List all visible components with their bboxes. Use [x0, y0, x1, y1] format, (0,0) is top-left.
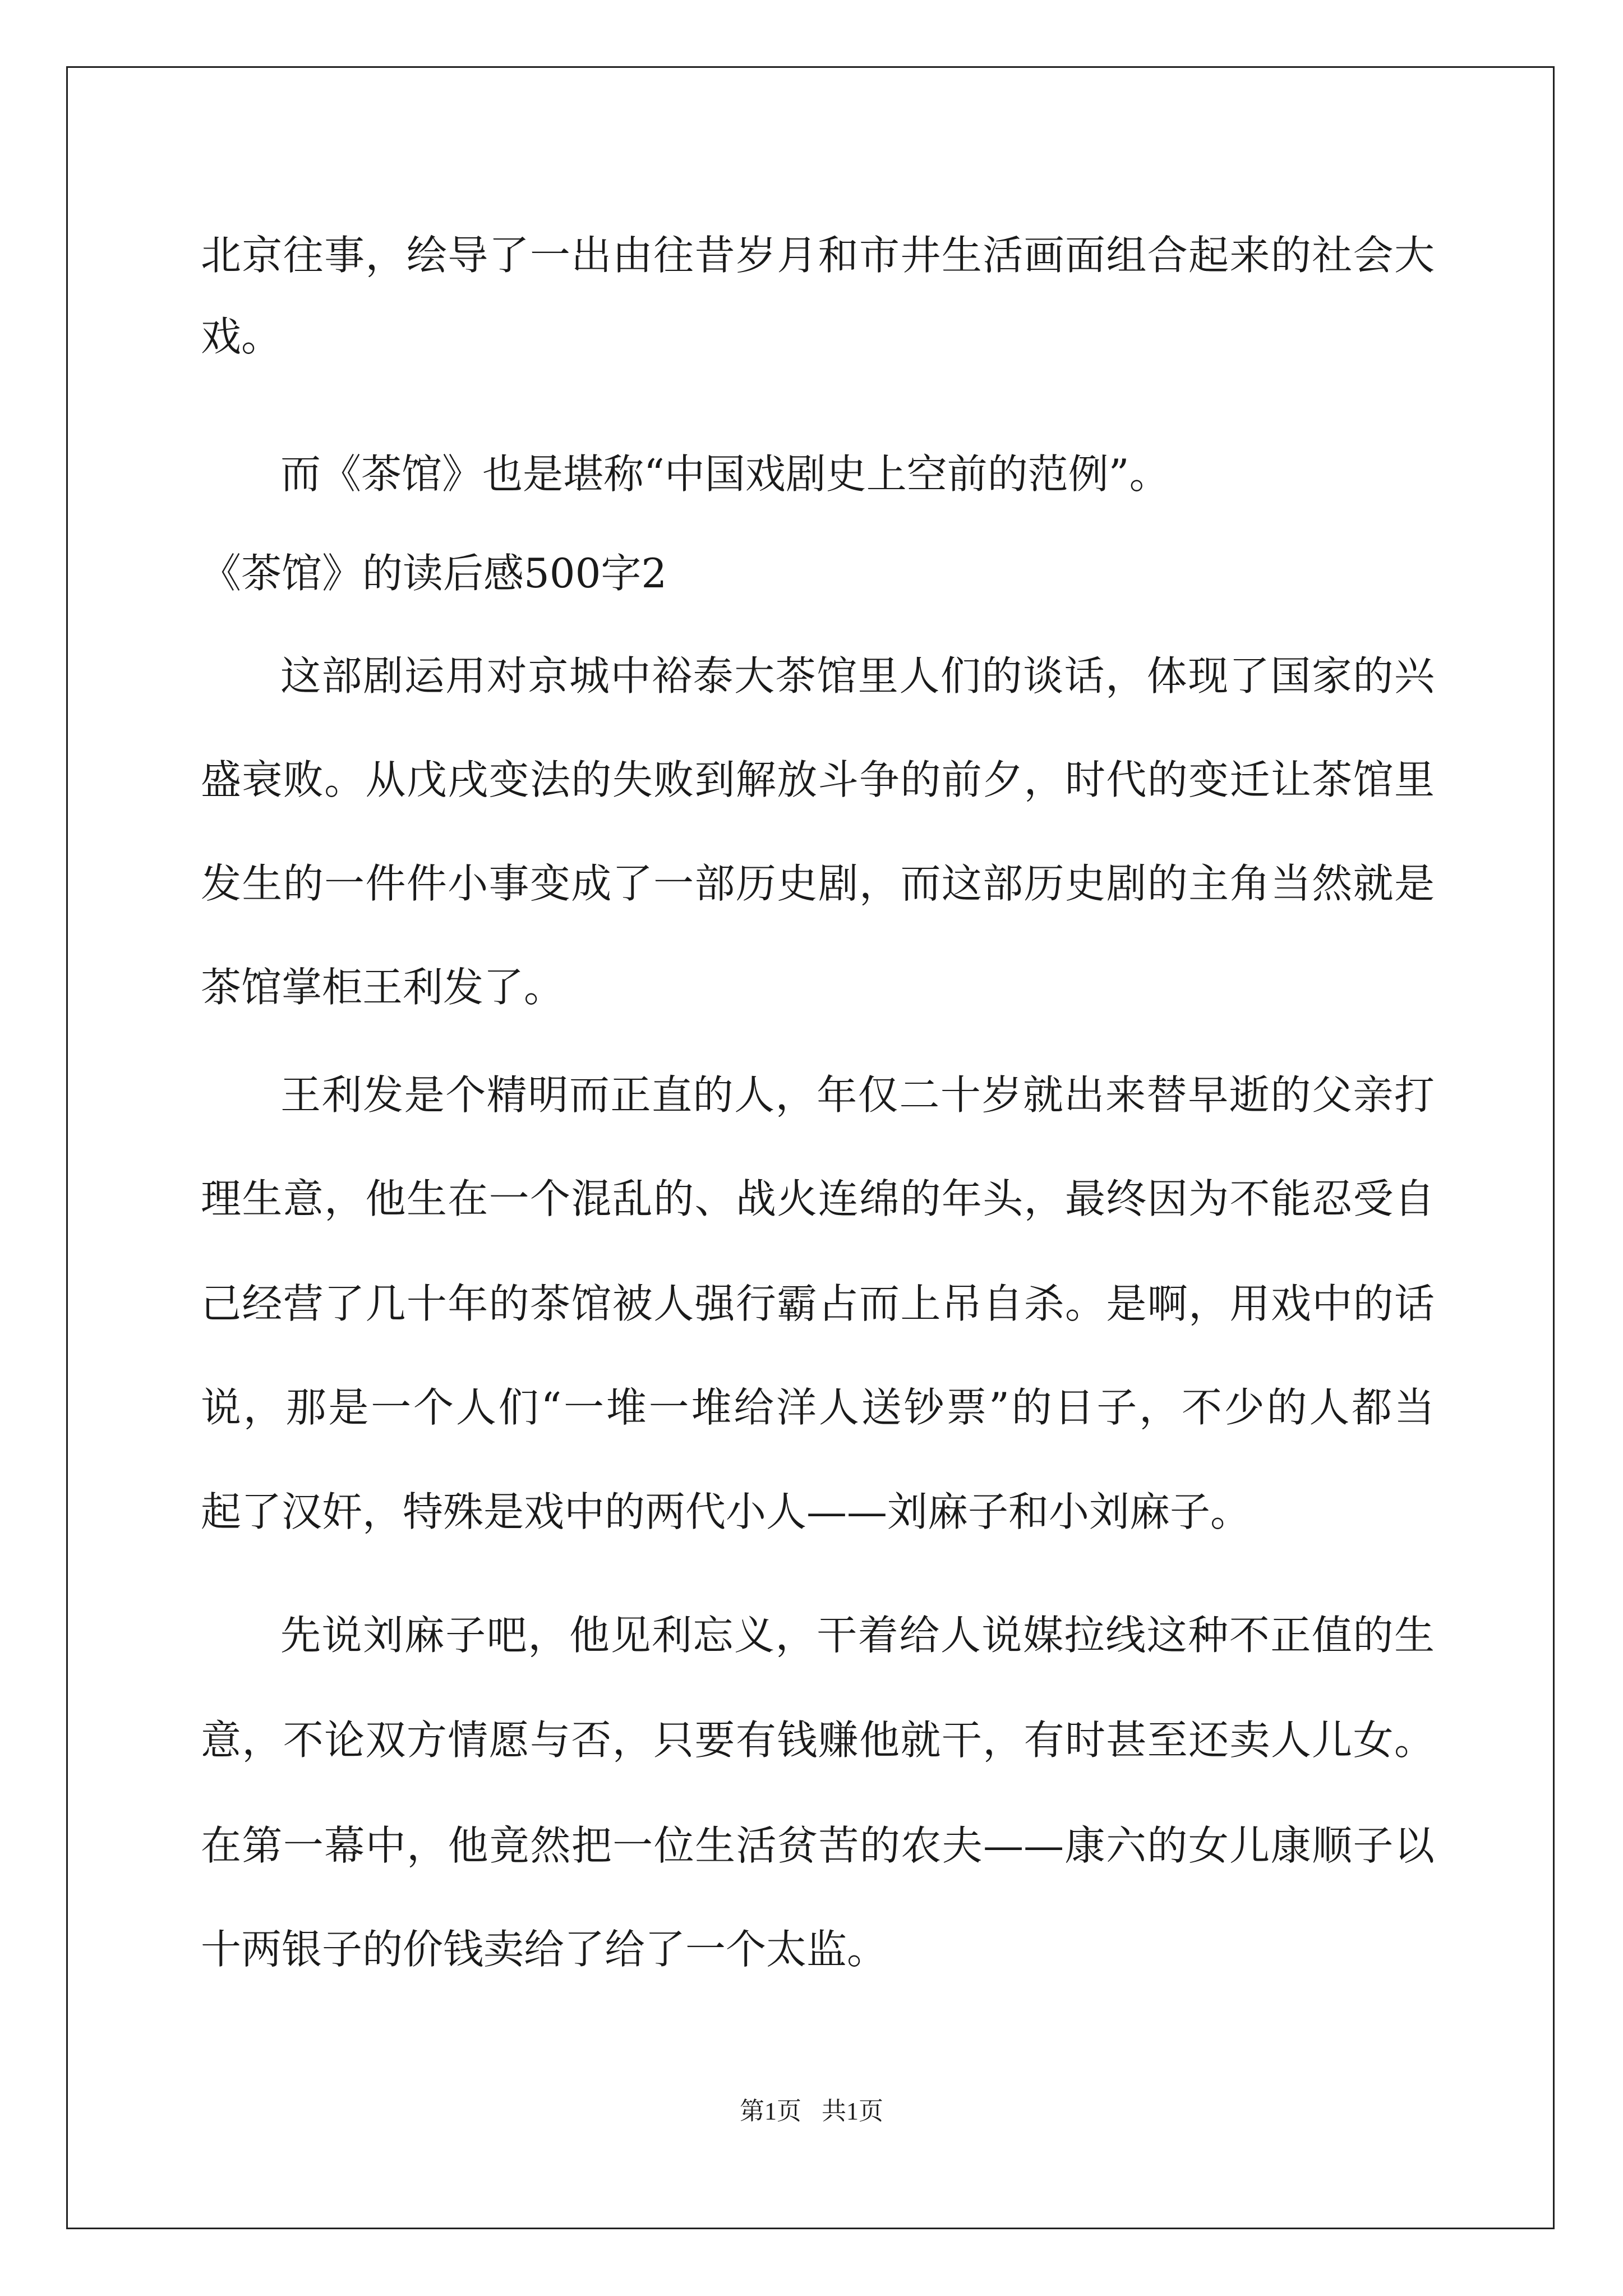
paragraph-5-line-4: 十两银子的价钱卖给了给了一个太监。	[201, 1926, 888, 1973]
paragraph-3-line-4: 茶馆掌柜王利发了。	[201, 964, 565, 1011]
paragraph-4-line-1: 王利发是个精明而正直的人，年仅二十岁就出来替早逝的父亲打	[280, 1071, 1435, 1119]
paragraph-4-line-2: 理生意，他生在一个混乱的、战火连绵的年头，最终因为不能忍受自	[201, 1175, 1435, 1222]
paragraph-4-line-3: 己经营了几十年的茶馆被人强行霸占而上吊自杀。是啊，用戏中的话	[201, 1280, 1435, 1327]
paragraph-5-line-1: 先说刘麻子吧，他见利忘义，干着给人说媒拉线这种不正值的生	[280, 1612, 1435, 1659]
paragraph-5-line-2: 意，不论双方情愿与否，只要有钱赚他就干，有时甚至还卖人儿女。	[201, 1717, 1435, 1764]
section-heading: 《茶馆》的读后感500字2	[201, 550, 667, 597]
paragraph-1-line-1: 北京往事，绘导了一出由往昔岁月和市井生活画面组合起来的社会大	[201, 232, 1435, 279]
paragraph-5-line-3: 在第一幕中，他竟然把一位生活贫苦的农夫——康六的女儿康顺子以	[201, 1822, 1435, 1869]
page-number: 第1页	[740, 2097, 801, 2125]
paragraph-2-line-1: 而《茶馆》也是堪称“中国戏剧史上空前的范例”。	[280, 450, 1170, 498]
paragraph-4-line-5: 起了汉奸，特殊是戏中的两代小人——刘麻子和小刘麻子。	[201, 1488, 1251, 1535]
page-total: 共1页	[822, 2097, 883, 2125]
paragraph-1-line-2: 戏。	[201, 313, 282, 360]
paragraph-3-line-2: 盛衰败。从戊戌变法的失败到解放斗争的前夕，时代的变迁让茶馆里	[201, 756, 1435, 803]
paragraph-3-line-1: 这部剧运用对京城中裕泰大茶馆里人们的谈话，体现了国家的兴	[280, 652, 1435, 700]
page-footer	[0, 2095, 1623, 2128]
paragraph-3-line-3: 发生的一件件小事变成了一部历史剧，而这部历史剧的主角当然就是	[201, 860, 1435, 907]
page-border	[66, 66, 1555, 2229]
paragraph-4-line-4: 说，那是一个人们“一堆一堆给洋人送钞票”的日子，不少的人都当	[201, 1384, 1435, 1431]
